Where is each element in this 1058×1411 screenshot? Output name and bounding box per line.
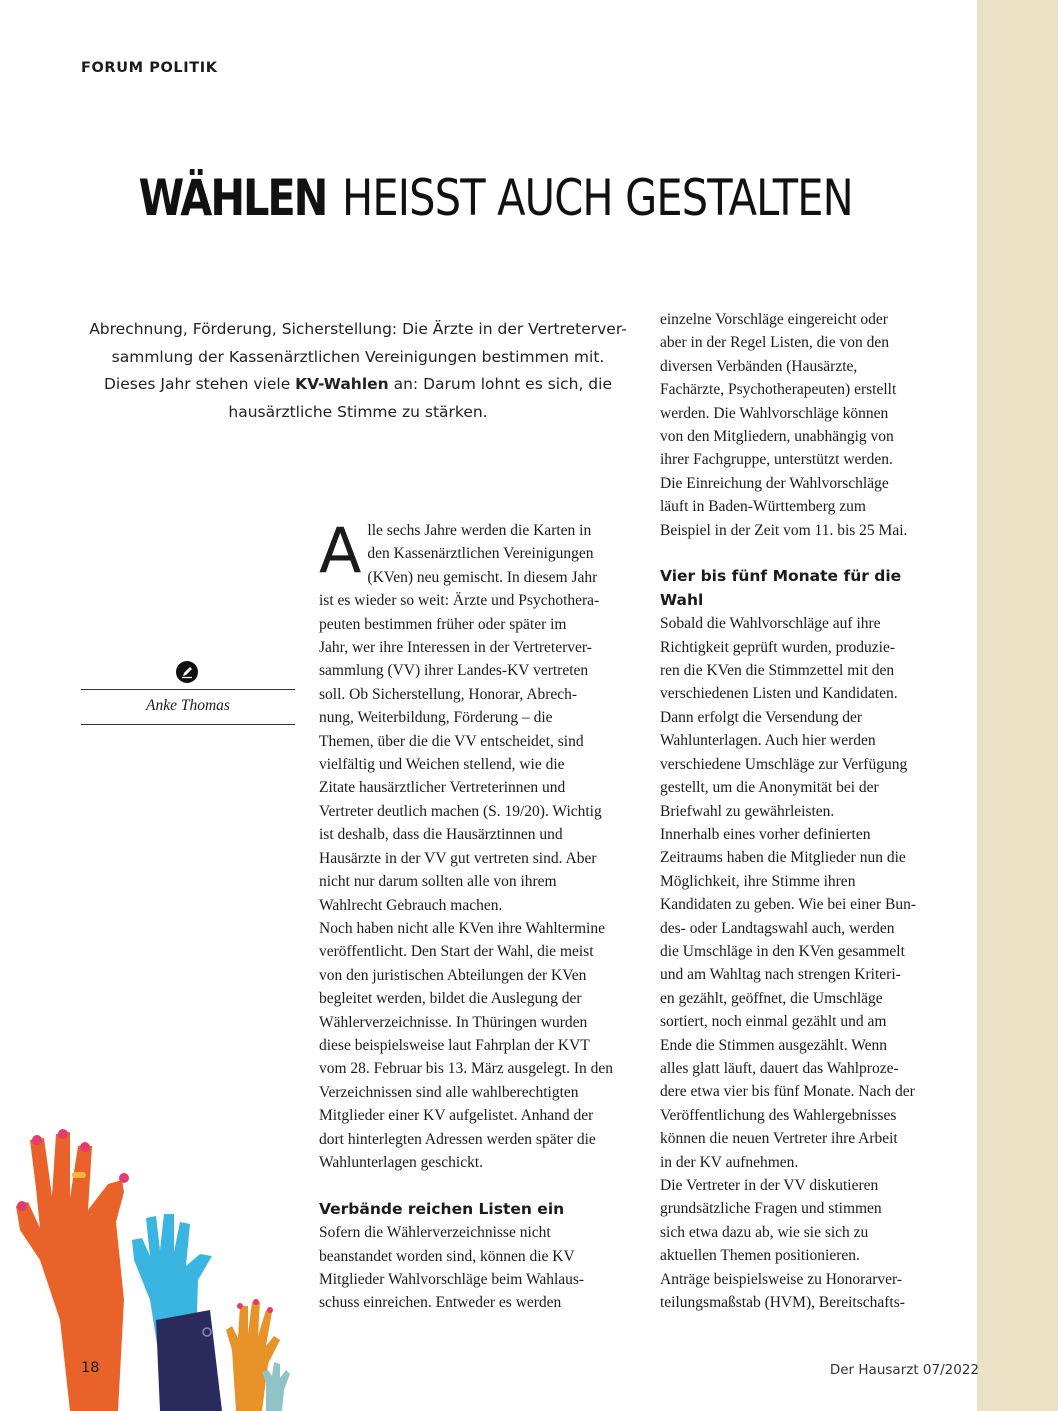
text-line: ren die KVen die Stimmzettel mit den xyxy=(660,662,895,680)
text-line: nung, Weiterbildung, Förderung – die xyxy=(319,709,553,727)
article-column-right xyxy=(660,308,950,1314)
text-line: beanstandet worden sind, können die KV xyxy=(319,1247,575,1265)
text-line: Ende die Stimmen ausgezählt. Wenn xyxy=(660,1036,888,1054)
text-line: Mitglieder Wahlvorschläge beim Wahlaus- xyxy=(319,1270,585,1288)
text-line: Zeitraums haben die Mitglieder nun die xyxy=(660,849,906,867)
headline-light: HEISST AUCH GESTALTEN xyxy=(342,169,854,227)
text-line: den Kassenärztlichen Vereinigungen xyxy=(367,545,594,563)
text-line: teilungsmaßstab (HVM), Bereitschafts- xyxy=(660,1294,905,1312)
text-line: Wählerverzeichnisse. In Thüringen wurden xyxy=(319,1013,588,1031)
text-line: Kandidaten zu geben. Wie bei einer Bun- xyxy=(660,896,917,914)
lead-line xyxy=(75,371,641,399)
text-line: verschiedene Umschläge zur Verfügung xyxy=(660,755,908,773)
body-text xyxy=(319,1221,639,1315)
lead-text: Dieses Jahr stehen viele xyxy=(104,375,296,393)
text-line: Verzeichnissen sind alle wahlberechtigten xyxy=(319,1083,579,1101)
text-line: von den Mitgliedern, unabhängig von xyxy=(660,428,894,446)
subheading: Vier bis fünf Monate für die xyxy=(660,567,902,586)
text-line: diversen Verbänden (Hausärzte, xyxy=(660,357,858,375)
text-line: in der KV aufnehmen. xyxy=(660,1153,799,1171)
text-line: Briefwahl zu gewährleisten. xyxy=(660,802,835,820)
text-line: vom 28. Februar bis 13. März ausgelegt. In den xyxy=(319,1060,614,1078)
text-line: und am Wahltag nach strengen Kriteri- xyxy=(660,966,901,984)
body-text xyxy=(660,308,950,542)
text-line: Fachärzte, Psychotherapeuten) erstellt xyxy=(660,381,897,399)
text-line: können die neuen Vertreter ihre Arbeit xyxy=(660,1130,898,1148)
text-line: Innerhalb eines vorher definierten xyxy=(660,825,871,843)
article-lead xyxy=(75,316,641,426)
author-rule-bottom xyxy=(81,724,295,725)
body-text xyxy=(660,612,950,1314)
text-line: sich etwa dazu ab, wie sie sich zu xyxy=(660,1223,869,1241)
text-line: sammlung (VV) ihrer Landes-KV vertreten xyxy=(319,662,589,680)
lead-emphasis: KV-Wahlen xyxy=(295,375,389,393)
text-line: aber in der Regel Listen, die von den xyxy=(660,334,889,352)
text-line: dort hinterlegten Adressen werden später die xyxy=(319,1130,596,1148)
section-label: FORUM POLITIK xyxy=(81,60,218,76)
text-line: Wahlrecht Gebrauch machen. xyxy=(319,896,503,914)
text-line: Veröffentlichung des Wahlergebnisses xyxy=(660,1106,897,1124)
journal-issue: Der Hausarzt 07/2022 xyxy=(829,1362,979,1378)
drop-cap: A xyxy=(319,514,362,587)
lead-line: sammlung der Kassenärztlichen Vereinigungen bestimmen mit. xyxy=(111,347,605,366)
text-line: Hausärzte in der VV gut vertreten sind. Aber xyxy=(319,849,597,867)
lead-text: an: Darum lohnt es sich, die xyxy=(388,375,612,393)
text-line: ist deshalb, dass die Hausärztinnen und xyxy=(319,826,563,844)
text-line: soll. Ob Sicherstellung, Honorar, Abrech- xyxy=(319,685,578,703)
pen-icon xyxy=(176,661,198,683)
text-line: Die Einreichung der Wahlvorschläge xyxy=(660,474,889,492)
text-line: Noch haben nicht alle KVen ihre Wahltermine xyxy=(319,919,605,937)
article-column-middle xyxy=(319,514,639,1315)
author-name: Anke Thomas xyxy=(146,697,230,714)
author-rule-top xyxy=(81,689,295,690)
text-line: Beispiel in der Zeit vom 11. bis 25 Mai. xyxy=(660,521,908,539)
text-line: Anträge beispielsweise zu Honorarver- xyxy=(660,1270,902,1288)
text-line: lle sechs Jahre werden die Karten in xyxy=(367,522,592,539)
text-line: Zitate hausärztlicher Vertreterinnen und xyxy=(319,779,566,797)
text-line: Möglichkeit, ihre Stimme ihren xyxy=(660,872,856,890)
text-line: Sobald die Wahlvorschläge auf ihre xyxy=(660,615,881,633)
text-line: (KVen) neu gemischt. In diesem Jahr xyxy=(367,568,598,586)
text-line: veröffentlicht. Den Start der Wahl, die meist xyxy=(319,943,594,961)
text-line: sortiert, noch einmal gezählt und am xyxy=(660,1013,887,1031)
text-line: Mitglieder einer KV aufgelistet. Anhand der xyxy=(319,1107,594,1125)
lead-line: hausärztliche Stimme zu stärken. xyxy=(228,402,488,421)
text-line: Wahlunterlagen. Auch hier werden xyxy=(660,732,876,750)
text-line: Vertreter deutlich machen (S. 19/20). Wichtig xyxy=(319,802,602,820)
text-line: läuft in Baden-Württemberg zum xyxy=(660,498,866,516)
text-line: Jahr, wer ihre Interessen in der Vertreterver- xyxy=(319,639,592,657)
text-line: peuten bestimmen früher oder später im xyxy=(319,615,567,633)
text-line: nicht nur darum sollten alle von ihrem xyxy=(319,873,557,891)
text-line: Die Vertreter in der VV diskutieren xyxy=(660,1177,879,1195)
text-line: Wahlunterlagen geschickt. xyxy=(319,1153,484,1171)
text-line: alles glatt läuft, dauert das Wahlproze- xyxy=(660,1059,899,1077)
text-line: gestellt, um die Anonymität bei der xyxy=(660,779,879,797)
text-line: vielfältig und Weichen stellend, wie die xyxy=(319,756,565,774)
text-line: Richtigkeit geprüft wurden, produzie- xyxy=(660,638,896,656)
text-line: Dann erfolgt die Versendung der xyxy=(660,708,863,726)
text-line: von den juristischen Abteilungen der KVen xyxy=(319,966,587,984)
raised-hands-illustration xyxy=(0,1110,300,1411)
text-line: verschiedenen Listen und Kandidaten. xyxy=(660,685,898,703)
article-headline xyxy=(0,168,1058,228)
headline-bold: WÄHLEN xyxy=(138,169,327,227)
text-line: die Umschläge in den KVen gesammelt xyxy=(660,942,905,960)
text-line: einzelne Vorschläge eingereicht oder xyxy=(660,311,888,328)
text-line: Sofern die Wählerverzeichnisse nicht xyxy=(319,1224,551,1242)
text-line: schuss einreichen. Entweder es werden xyxy=(319,1294,562,1312)
body-text xyxy=(319,514,639,1174)
text-line: dere etwa vier bis fünf Monate. Nach der xyxy=(660,1083,915,1101)
text-line: aktuellen Themen positionieren. xyxy=(660,1247,860,1265)
text-line: werden. Die Wahlvorschläge können xyxy=(660,404,889,422)
text-line: Themen, über die die VV entscheidet, sind xyxy=(319,732,584,750)
page-number: 18 xyxy=(81,1360,100,1376)
text-line: en gezählt, geöffnet, die Umschläge xyxy=(660,989,883,1007)
lead-line: Abrechnung, Förderung, Sicherstellung: Die Ärzte in der Vertreterver- xyxy=(89,320,627,338)
text-line: diese beispielsweise laut Fahrplan der KVT xyxy=(319,1036,590,1054)
text-line: grundsätzliche Fragen und stimmen xyxy=(660,1200,882,1218)
text-line: ist es wieder so weit: Ärzte und Psychothera- xyxy=(319,592,600,610)
text-line: des- oder Landtagswahl auch, werden xyxy=(660,919,895,937)
subheading: Verbände reichen Listen ein xyxy=(319,1199,565,1218)
subheading: Wahl xyxy=(660,590,704,609)
text-line: begleitet werden, bildet die Auslegung der xyxy=(319,990,582,1008)
text-line: ihrer Fachgruppe, unterstützt werden. xyxy=(660,451,893,469)
